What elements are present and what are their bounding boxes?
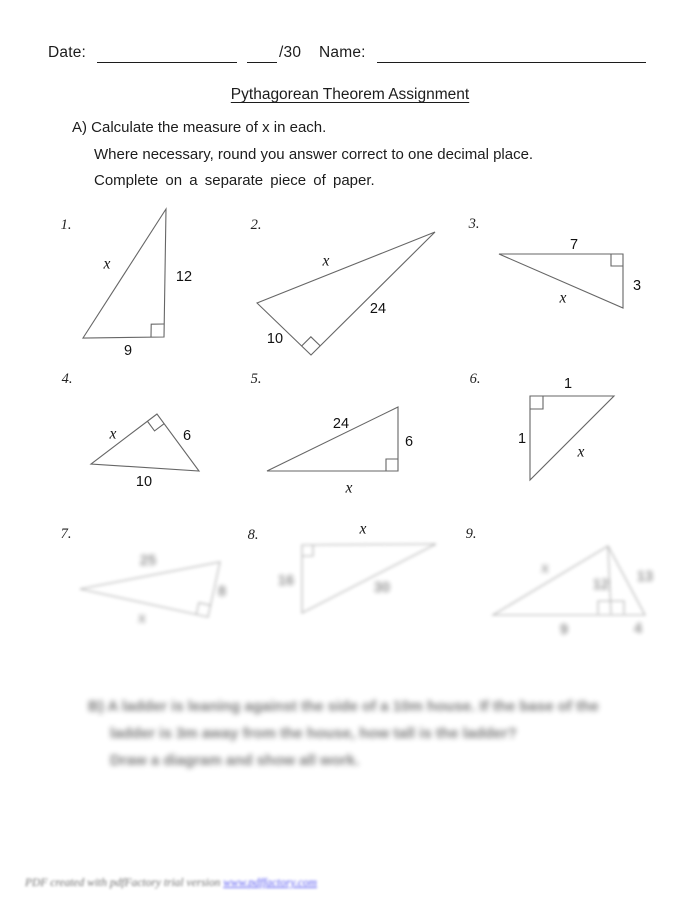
problem-number: 9. <box>465 525 477 542</box>
problem-5-figure <box>267 407 398 471</box>
triangle-side-label: x <box>359 520 367 538</box>
problem-4-figure <box>91 414 199 471</box>
triangle-side-label: x <box>559 289 567 307</box>
triangle-side-label: 10 <box>135 473 153 490</box>
triangle-side-label: x <box>109 425 117 443</box>
problem-number: 5. <box>250 370 262 387</box>
triangle-side-label: 9 <box>123 342 133 359</box>
triangle-side-label: 4 <box>633 620 643 637</box>
triangle-side-label: 25 <box>139 552 157 569</box>
name-label: Name: <box>319 44 366 61</box>
problem-7-figure <box>80 562 220 617</box>
part-b-line: ladder is 3m away from the house, how tall is the ladder? <box>110 725 517 742</box>
altitude-line <box>608 546 611 614</box>
instruction-line-3: Complete on a separate piece of paper. <box>94 172 375 189</box>
triangle-outline <box>83 209 166 338</box>
problem-9-figure <box>493 546 645 615</box>
triangle-side-label: 9 <box>559 621 569 638</box>
problem-3-figure <box>499 254 623 308</box>
watermark-text: PDF created with pdfFactory trial version <box>25 877 224 889</box>
triangle-side-label: 24 <box>369 300 387 317</box>
triangle-side-label: 12 <box>592 576 610 593</box>
triangle-side-label: x <box>541 559 549 577</box>
triangle-side-label: 16 <box>277 572 295 589</box>
triangle-side-label: 30 <box>373 579 391 596</box>
triangle-outline <box>302 544 436 613</box>
right-angle-marker <box>302 545 313 556</box>
problem-1-figure <box>83 209 166 338</box>
watermark-footer <box>25 877 317 889</box>
triangle-side-label: 24 <box>332 415 350 432</box>
problem-number: 2. <box>250 216 262 233</box>
instruction-line-1 <box>72 119 326 136</box>
triangle-side-label: 1 <box>517 430 527 447</box>
right-angle-marker <box>147 421 164 431</box>
problem-number: 6. <box>469 370 481 387</box>
triangle-outline <box>530 396 614 480</box>
problem-2-figure <box>257 232 435 355</box>
triangle-side-label: 13 <box>636 568 654 585</box>
triangle-side-label: 6 <box>404 433 414 450</box>
part-b-line: B) A ladder is leaning against the side of a 10m house. If the base of the <box>88 698 599 715</box>
triangle-outline <box>80 562 220 617</box>
triangle-side-label: x <box>138 609 146 627</box>
right-angle-marker <box>196 603 210 615</box>
problem-number: 3. <box>468 215 480 232</box>
name-blank-line[interactable] <box>377 45 646 63</box>
problem-number: 4. <box>61 370 73 387</box>
problem-number: 8. <box>247 526 259 543</box>
triangle-side-label: 6 <box>182 427 192 444</box>
score-label: /30 <box>279 44 302 61</box>
triangle-side-label: 1 <box>563 375 573 392</box>
problem-8-figure <box>302 544 436 613</box>
right-angle-marker <box>611 254 623 266</box>
problem-number: 7. <box>60 525 72 542</box>
triangle-outline <box>91 414 199 471</box>
triangle-side-label: 8 <box>217 583 227 600</box>
triangle-outline <box>267 407 398 471</box>
triangle-side-label: x <box>322 252 330 270</box>
triangle-side-label: x <box>577 443 585 461</box>
right-angle-marker <box>386 459 398 471</box>
right-angle-marker <box>530 396 543 409</box>
triangle-side-label: x <box>345 479 353 497</box>
right-angle-marker <box>611 601 624 614</box>
triangle-side-label: x <box>103 255 111 273</box>
triangle-outline <box>257 232 435 355</box>
part-a-label: A) <box>72 119 87 136</box>
triangle-side-label: 7 <box>569 236 579 253</box>
page-title: Pythagorean Theorem Assignment <box>230 86 470 103</box>
triangle-side-label: 3 <box>632 277 642 294</box>
date-label: Date: <box>48 44 87 61</box>
triangle-outline <box>499 254 623 308</box>
score-blank-line[interactable] <box>247 45 277 63</box>
right-angle-marker <box>302 337 321 346</box>
triangle-side-label: 10 <box>266 330 284 347</box>
problem-number: 1. <box>60 216 72 233</box>
problem-6-figure <box>530 396 614 480</box>
right-angle-marker <box>598 601 611 614</box>
right-angle-marker <box>151 324 164 337</box>
instruction-line-2: Where necessary, round you answer correct to one decimal place. <box>94 146 534 163</box>
part-b-line: Draw a diagram and show all work. <box>110 752 360 769</box>
instruction-a-text: Calculate the measure of x in each. <box>91 119 327 136</box>
triangle-side-label: 12 <box>175 268 193 285</box>
date-blank-line[interactable] <box>97 45 237 63</box>
triangle-outline <box>493 546 645 615</box>
watermark-link[interactable]: www.pdffactory.com <box>223 877 317 889</box>
